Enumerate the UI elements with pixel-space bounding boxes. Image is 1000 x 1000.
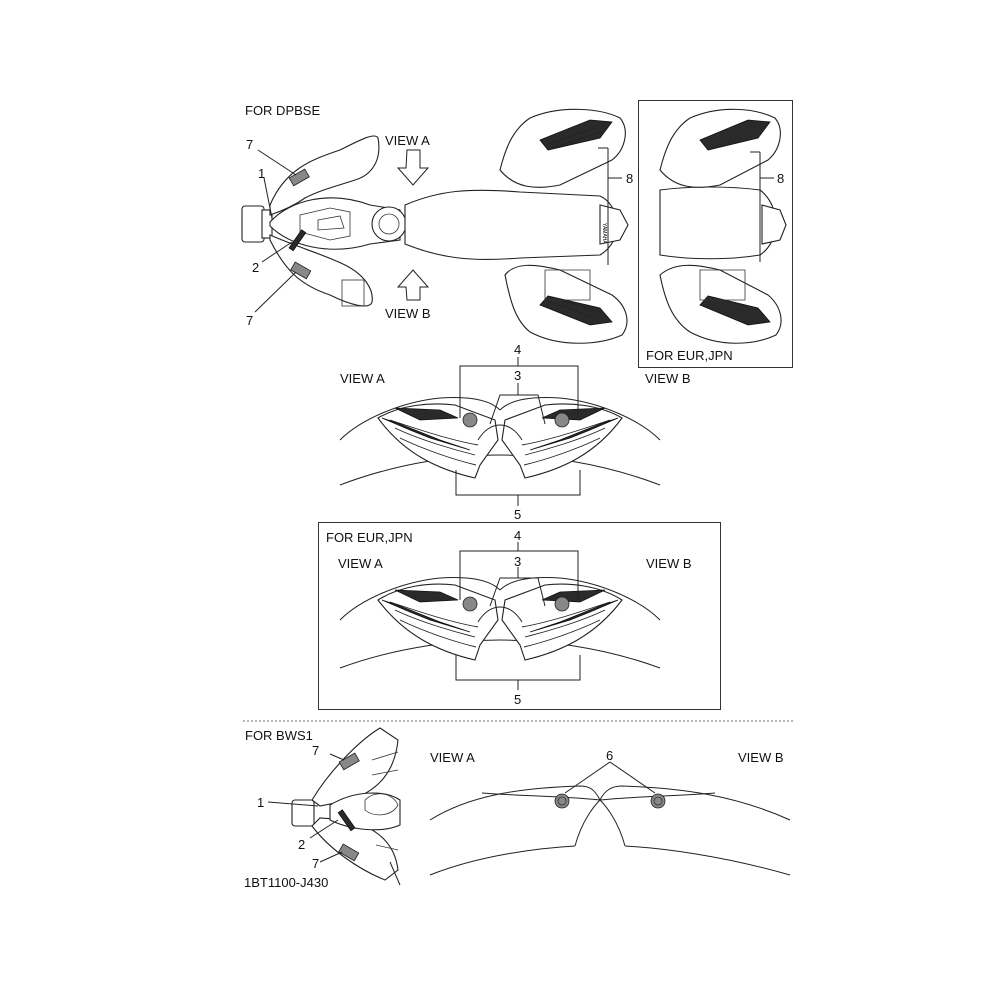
callout-7-dpbse-upper: 7 [246, 137, 254, 152]
part-code: 1BT1100-J430 [244, 875, 329, 890]
callout-3-main: 3 [514, 368, 522, 383]
callout-5-main: 5 [514, 507, 522, 522]
main-view-a-label: VIEW A [340, 371, 385, 386]
section-title-bws1: FOR BWS1 [245, 728, 313, 743]
bws1-vehicle-view [268, 728, 400, 885]
svg-text:YAMAHA: YAMAHA [601, 223, 607, 244]
eur-jpn-views-frame [318, 522, 721, 710]
callout-4-main: 4 [514, 342, 522, 357]
callout-7-dpbse-lower: 7 [246, 313, 254, 328]
dpbse-view-b-label: VIEW B [385, 306, 431, 321]
dpbse-vehicle-top-view [242, 109, 628, 343]
callout-2-bws1: 2 [298, 837, 306, 852]
callout-7-bws1-upper: 7 [312, 743, 320, 758]
callout-4-eur-jpn: 4 [514, 528, 522, 543]
callout-8-eur-jpn: 8 [777, 171, 785, 186]
callout-2-dpbse: 2 [252, 260, 260, 275]
callout-1-bws1: 1 [257, 795, 265, 810]
section-title-dpbse: FOR DPBSE [245, 103, 321, 118]
section-title-eur-jpn-top: FOR EUR,JPN [646, 348, 733, 363]
callout-1-dpbse: 1 [258, 166, 266, 181]
callout-6-bws1: 6 [606, 748, 614, 763]
eur-jpn-rear-view-frame [638, 100, 793, 368]
views-main-drawing [340, 357, 660, 506]
callout-5-eur-jpn: 5 [514, 692, 522, 707]
bws1-view-b-label: VIEW B [738, 750, 784, 765]
eur-jpn-view-b-label: VIEW B [646, 556, 692, 571]
eur-jpn-view-a-label: VIEW A [338, 556, 383, 571]
main-view-b-label: VIEW B [645, 371, 691, 386]
section-title-eur-jpn-box: FOR EUR,JPN [326, 530, 413, 545]
bws1-views-drawing [430, 762, 790, 875]
callout-8-dpbse: 8 [626, 171, 634, 186]
dpbse-view-a-label: VIEW A [385, 133, 430, 148]
bws1-view-a-label: VIEW A [430, 750, 475, 765]
callout-7-bws1-lower: 7 [312, 856, 320, 871]
callout-3-eur-jpn: 3 [514, 554, 522, 569]
